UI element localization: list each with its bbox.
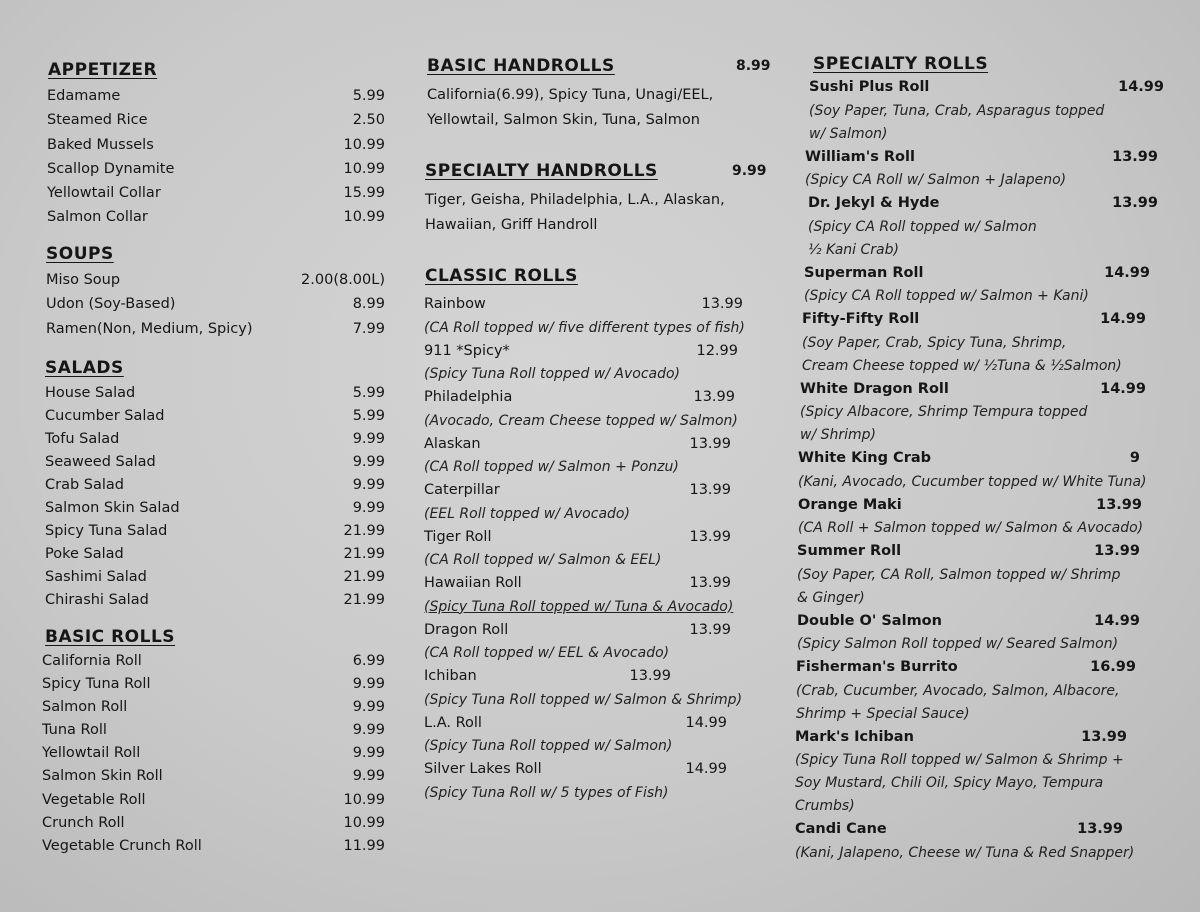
menu-item: [809, 76, 1170, 146]
item-name: Candi Cane: [795, 821, 887, 837]
specialty-rolls-section: [785, 54, 1170, 865]
item-name: Silver Lakes Roll: [424, 761, 542, 777]
item-price: 13.99: [689, 528, 731, 545]
menu-item: [42, 836, 385, 859]
item-name: Salmon Roll: [42, 699, 128, 716]
menu-item: [42, 790, 385, 813]
item-description: (Spicy Salmon Roll topped w/ Seared Salmon): [797, 636, 1119, 652]
appetizer-section: [40, 60, 385, 232]
menu-item: [45, 567, 385, 590]
menu-item: [804, 262, 1170, 309]
item-name: Fifty-Fifty Roll: [802, 311, 920, 327]
section-title: SOUPS: [46, 244, 114, 264]
item-price: 21.99: [343, 523, 385, 539]
item-name: Tiger Roll: [424, 528, 492, 545]
item-price: 14.99: [1094, 612, 1140, 629]
item-name: Baked Mussels: [47, 136, 154, 153]
menu-item: [47, 110, 385, 134]
item-name: Hawaiian Roll: [424, 575, 522, 591]
handroll-line: Hawaiian, Griff Handroll: [425, 216, 598, 233]
item-description: (CA Roll topped w/ Salmon + Ponzu): [424, 459, 679, 475]
item-price: 13.99: [689, 482, 731, 498]
item-price: 9: [1129, 450, 1140, 466]
section-title: CLASSIC ROLLS: [425, 266, 578, 286]
item-description: (CA Roll topped w/ Salmon & EEL): [424, 552, 662, 568]
item-name: Philadelphia: [424, 389, 513, 405]
item-description: (Spicy CA Roll topped w/ Salmon: [808, 218, 1037, 235]
item-name: Edamame: [47, 88, 121, 104]
specialty-handrolls-section: [415, 161, 775, 237]
item-price: 13.99: [689, 435, 731, 452]
item-name: Salmon Collar: [47, 209, 148, 226]
menu-item: [45, 590, 385, 613]
section-title: SALADS: [45, 358, 124, 378]
item-price: 5.99: [352, 88, 385, 104]
item-name: California Roll: [42, 653, 142, 669]
item-price: 13.99: [689, 621, 731, 638]
menu-item: [42, 697, 385, 720]
menu-item: [424, 293, 775, 340]
menu-item: [45, 429, 385, 452]
menu-item: [424, 479, 775, 526]
menu-item: [424, 665, 775, 712]
item-price: 9.99: [352, 768, 385, 785]
item-price: 10.99: [343, 136, 385, 153]
menu-item: [795, 726, 1170, 819]
classic-rolls-list: [415, 293, 775, 805]
menu-item: [46, 270, 385, 294]
item-price: 9.99: [352, 454, 385, 470]
item-description: (Crab, Cucumber, Avocado, Salmon, Albacore,: [796, 682, 1120, 699]
item-description: (Soy Paper, Tuna, Crab, Asparagus topped: [809, 102, 1105, 119]
menu-item: [798, 494, 1170, 541]
menu-item: [805, 146, 1170, 193]
item-name: House Salad: [45, 385, 136, 401]
item-price: 13.99: [1077, 821, 1123, 837]
salads-list: [40, 383, 385, 613]
item-price: 9.99: [352, 676, 385, 693]
item-description: Crumbs): [795, 798, 855, 814]
item-price: 13.99: [629, 668, 671, 684]
basic-rolls-list: [40, 651, 385, 859]
item-description: (Spicy Tuna Roll w/ 5 types of Fish): [424, 784, 669, 801]
item-price: 12.99: [696, 342, 738, 359]
item-name: Fisherman's Burrito: [796, 659, 958, 675]
item-price: 9.99: [352, 500, 385, 516]
item-name: Chirashi Salad: [45, 592, 149, 608]
item-description: w/ Salmon): [809, 125, 888, 142]
menu-item: [802, 308, 1170, 378]
item-price: 16.99: [1090, 659, 1136, 675]
item-name: Crab Salad: [45, 477, 124, 493]
menu-item: [45, 452, 385, 475]
menu-item: [47, 86, 385, 110]
item-price: 13.99: [689, 575, 731, 591]
menu-item: [797, 540, 1170, 610]
menu-item: [424, 758, 775, 805]
section-price: 8.99: [736, 58, 771, 74]
item-price: 21.99: [343, 592, 385, 608]
item-price: 2.00(8.00L): [301, 272, 385, 288]
item-price: 14.99: [1104, 264, 1150, 281]
item-description: (Spicy CA Roll topped w/ Salmon + Kani): [804, 288, 1089, 304]
item-price: 14.99: [1118, 79, 1164, 95]
item-description: (Spicy Tuna Roll topped w/ Salmon & Shrimp +: [795, 752, 1124, 768]
item-price: 13.99: [1094, 543, 1140, 559]
menu-item: [797, 610, 1170, 657]
soups-list: [40, 270, 385, 343]
item-description: (Soy Paper, Crab, Spicy Tuna, Shrimp,: [802, 334, 1067, 351]
item-name: Miso Soup: [46, 272, 121, 288]
basic-handrolls-list: [415, 83, 775, 132]
item-name: Seaweed Salad: [45, 454, 156, 470]
salads-section: [40, 358, 385, 613]
item-description: (Kani, Jalapeno, Cheese w/ Tuna & Red Snapper): [795, 844, 1135, 861]
specialty-rolls-list: [785, 76, 1170, 865]
item-name: Tuna Roll: [42, 722, 107, 739]
handroll-line: California(6.99), Spicy Tuna, Unagi/EEL,: [427, 87, 714, 103]
item-name: Sashimi Salad: [45, 569, 147, 585]
item-description: Soy Mustard, Chili Oil, Spicy Mayo, Tempura: [795, 775, 1104, 791]
item-description: (Spicy Tuna Roll topped w/ Tuna & Avocado): [424, 598, 734, 615]
item-description: (Soy Paper, CA Roll, Salmon topped w/ Shrimp: [797, 566, 1121, 583]
item-name: Spicy Tuna Roll: [42, 676, 151, 693]
item-price: 14.99: [1100, 311, 1146, 327]
item-price: 14.99: [1100, 380, 1146, 397]
item-description: Shrimp + Special Sauce): [796, 705, 970, 722]
menu-item: [808, 192, 1170, 262]
item-name: White Dragon Roll: [800, 380, 949, 397]
item-name: Superman Roll: [804, 264, 924, 281]
item-price: 9.99: [352, 699, 385, 716]
item-price: 13.99: [701, 296, 743, 312]
menu-item: [47, 207, 385, 231]
item-name: Caterpillar: [424, 482, 500, 498]
item-price: 5.99: [352, 385, 385, 401]
handroll-line: Tiger, Geisha, Philadelphia, L.A., Alaskan,: [425, 192, 725, 208]
menu-item: [47, 159, 385, 183]
menu-item: [424, 433, 775, 480]
menu-item: [45, 406, 385, 429]
item-name: Orange Maki: [798, 496, 902, 513]
item-name: Ichiban: [424, 668, 477, 684]
menu-item: [795, 818, 1170, 865]
menu-item: [42, 766, 385, 789]
item-price: 13.99: [1112, 195, 1158, 211]
section-title: BASIC HANDROLLS: [427, 56, 615, 76]
menu-item: [42, 674, 385, 697]
basic-handrolls-section: [415, 56, 775, 132]
menu-item: [424, 526, 775, 573]
item-description: (Spicy Tuna Roll topped w/ Salmon & Shrimp): [424, 691, 743, 708]
item-description: (CA Roll topped w/ EEL & Avocado): [424, 645, 670, 661]
item-description: & Ginger): [797, 589, 865, 606]
item-price: 8.99: [352, 296, 385, 313]
menu-item: [45, 521, 385, 544]
menu-item: [42, 651, 385, 674]
item-description: (CA Roll + Salmon topped w/ Salmon & Avocado): [798, 520, 1144, 536]
item-price: 5.99: [352, 408, 385, 424]
menu-item: [798, 447, 1170, 494]
item-price: 9.99: [352, 722, 385, 739]
menu-item: [46, 319, 385, 343]
item-price: 10.99: [343, 209, 385, 226]
item-description: (Spicy Tuna Roll topped w/ Salmon): [424, 738, 673, 754]
item-name: L.A. Roll: [424, 714, 482, 731]
item-price: 9.99: [352, 431, 385, 447]
item-name: Vegetable Roll: [42, 791, 146, 808]
item-description: (CA Roll topped w/ five different types of fish): [424, 319, 745, 336]
item-description: (Spicy Albacore, Shrimp Tempura topped: [800, 404, 1088, 420]
classic-rolls-section: [415, 266, 775, 805]
item-name: Cucumber Salad: [45, 408, 165, 424]
item-name: Dr. Jekyl & Hyde: [808, 195, 940, 211]
section-title: SPECIALTY ROLLS: [813, 54, 989, 74]
menu-item: [47, 135, 385, 159]
specialty-handrolls-list: [415, 188, 775, 237]
handroll-line: Yellowtail, Salmon Skin, Tuna, Salmon: [427, 111, 700, 128]
item-name: Salmon Skin Roll: [42, 768, 163, 785]
menu-item: [45, 383, 385, 406]
item-name: Mark's Ichiban: [795, 728, 914, 745]
item-price: 10.99: [343, 814, 385, 831]
item-price: 13.99: [1112, 148, 1158, 165]
item-name: Poke Salad: [45, 546, 124, 562]
menu-item: [424, 712, 775, 759]
item-price: 2.50: [352, 112, 385, 129]
item-description: Cream Cheese topped w/ ½Tuna & ½Salmon): [802, 357, 1122, 374]
item-description: (Kani, Avocado, Cucumber topped w/ White Tuna): [798, 473, 1147, 490]
item-name: White King Crab: [798, 450, 932, 466]
item-price: 9.99: [352, 477, 385, 493]
item-name: Rainbow: [424, 296, 486, 312]
item-name: Spicy Tuna Salad: [45, 523, 168, 539]
item-name: Alaskan: [424, 435, 481, 452]
item-name: Vegetable Crunch Roll: [42, 837, 202, 854]
item-name: Tofu Salad: [45, 431, 120, 447]
item-price: 21.99: [343, 569, 385, 585]
item-name: Yellowtail Collar: [47, 185, 161, 202]
item-name: Udon (Soy-Based): [46, 296, 176, 313]
section-price: 9.99: [732, 163, 767, 179]
menu-item: [424, 572, 775, 619]
item-name: Sushi Plus Roll: [809, 79, 930, 95]
item-name: Salmon Skin Salad: [45, 500, 180, 516]
item-price: 21.99: [343, 546, 385, 562]
item-description: ½ Kani Crab): [808, 241, 899, 258]
menu-item: [42, 813, 385, 836]
item-price: 7.99: [352, 320, 385, 337]
item-name: Dragon Roll: [424, 621, 509, 638]
menu-item: [424, 619, 775, 666]
item-name: William's Roll: [805, 148, 915, 165]
item-price: 9.99: [352, 745, 385, 762]
menu-item: [45, 475, 385, 498]
item-price: 15.99: [343, 185, 385, 202]
item-price: 10.99: [343, 791, 385, 808]
menu-item: [424, 340, 775, 387]
basic-rolls-section: [40, 627, 385, 859]
item-price: 14.99: [685, 761, 727, 777]
item-price: 11.99: [343, 837, 385, 854]
item-name: Crunch Roll: [42, 814, 125, 831]
item-description: (Spicy Tuna Roll topped w/ Avocado): [424, 366, 681, 382]
item-price: 10.99: [343, 160, 385, 177]
menu-item: [424, 386, 775, 433]
item-price: 14.99: [685, 714, 727, 731]
item-name: 911 *Spicy*: [424, 342, 510, 359]
item-name: Scallop Dynamite: [47, 160, 175, 177]
menu-item: [800, 378, 1170, 448]
item-description: (Spicy CA Roll w/ Salmon + Jalapeno): [805, 172, 1067, 188]
appetizer-list: [40, 86, 385, 232]
menu-item: [47, 183, 385, 207]
menu-item: [796, 656, 1170, 726]
menu-item: [45, 498, 385, 521]
section-title: BASIC ROLLS: [45, 627, 176, 647]
item-name: Yellowtail Roll: [42, 745, 141, 762]
soups-section: [40, 244, 385, 343]
menu-item: [42, 743, 385, 766]
item-description: (Avocado, Cream Cheese topped w/ Salmon): [424, 412, 738, 429]
menu-item: [46, 294, 385, 318]
section-title: APPETIZER: [48, 60, 158, 80]
item-description: (EEL Roll topped w/ Avocado): [424, 505, 630, 522]
item-name: Steamed Rice: [47, 112, 148, 129]
item-price: 13.99: [1096, 496, 1142, 513]
item-price: 6.99: [352, 653, 385, 669]
menu-item: [42, 720, 385, 743]
item-price: 13.99: [1081, 728, 1127, 745]
menu-item: [45, 544, 385, 567]
item-name: Double O' Salmon: [797, 612, 942, 629]
item-price: 13.99: [693, 389, 735, 405]
section-title: SPECIALTY HANDROLLS: [425, 161, 658, 181]
item-name: Summer Roll: [797, 543, 902, 559]
item-description: w/ Shrimp): [800, 427, 877, 443]
item-name: Ramen(Non, Medium, Spicy): [46, 320, 253, 337]
